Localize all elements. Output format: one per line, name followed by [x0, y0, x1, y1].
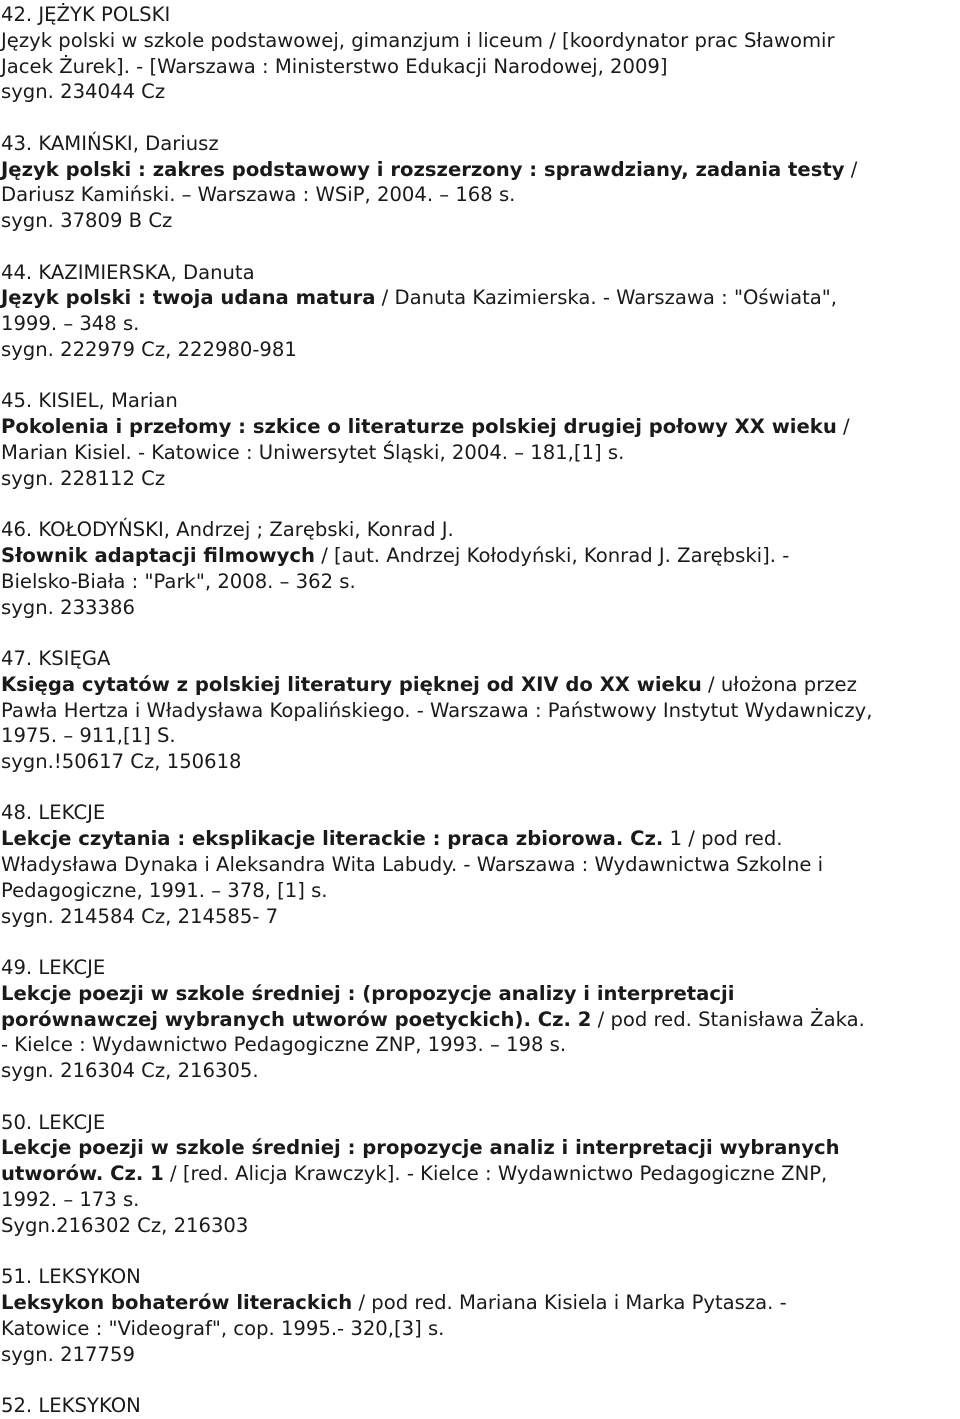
entry-text: Marian Kisiel. - Katowice : Uniwersytet Śląski, 2004. – 181,[1] s. — [1, 440, 625, 464]
bibliography-entry — [1, 800, 960, 929]
entry-line — [1, 1264, 960, 1290]
entry-line — [1, 1393, 960, 1419]
entry-line — [1, 131, 960, 157]
entry-text: Język polski w szkole podstawowej, gimanzjum i liceum / [koordynator prac Sławomir — [1, 28, 835, 52]
entry-line — [1, 569, 960, 595]
entry-title-text: Leksykon bohaterów literackich — [1, 1291, 353, 1315]
entry-text: sygn. 217759 — [1, 1342, 135, 1366]
bibliography-entry — [1, 388, 960, 491]
entry-text: 49. LEKCJE — [1, 956, 106, 980]
bibliography-entry — [1, 517, 960, 620]
entry-text: Bielsko-Biała : "Park", 2008. – 362 s. — [1, 569, 356, 593]
entry-line — [1, 285, 960, 311]
entry-text: 46. KOŁODYŃSKI, Andrzej ; Zarębski, Konrad J. — [1, 518, 454, 542]
entry-line — [1, 388, 960, 414]
bibliography-entry — [1, 1393, 960, 1419]
entry-line — [1, 672, 960, 698]
bibliography-entry — [1, 1110, 960, 1239]
entry-line — [1, 955, 960, 981]
bibliography-entry — [1, 955, 960, 1084]
entry-line — [1, 1316, 960, 1342]
bibliography-entry — [1, 131, 960, 234]
entry-line — [1, 1187, 960, 1213]
entry-title-text: Lekcje czytania : eksplikacje literackie : praca zbiorowa. Cz. — [1, 827, 664, 851]
entry-line — [1, 1110, 960, 1136]
entry-title-text: Język polski : zakres podstawowy i rozszerzony : sprawdziany, zadania testy — [1, 157, 845, 181]
entry-line — [1, 1213, 960, 1239]
entry-line — [1, 826, 960, 852]
entry-title-text: Lekcje poezji w szkole średniej : propozycje analiz i interpretacji wybranych — [1, 1136, 840, 1160]
entry-text: sygn. 216304 Cz, 216305. — [1, 1059, 259, 1083]
entry-text: sygn. 222979 Cz, 222980-981 — [1, 337, 297, 361]
entry-text: Dariusz Kamiński. – Warszawa : WSiP, 2004. – 168 s. — [1, 183, 516, 207]
entry-text: / — [844, 157, 858, 181]
entry-text: Sygn.216302 Cz, 216303 — [1, 1213, 249, 1237]
bibliography-entry — [1, 646, 960, 775]
entry-text: sygn. 233386 — [1, 595, 135, 619]
entry-line — [1, 1135, 960, 1161]
entry-line — [1, 260, 960, 286]
entry-title-text: Księga cytatów z polskiej literatury pięknej od XIV do XX wieku — [1, 672, 702, 696]
entry-title-text: Słownik adaptacji filmowych — [1, 543, 315, 567]
entry-text: sygn. 214584 Cz, 214585- 7 — [1, 904, 279, 928]
entry-title-text: Pokolenia i przełomy : szkice o literaturze polskiej drugiej połowy XX wieku — [1, 415, 837, 439]
entry-line — [1, 1342, 960, 1368]
entry-line — [1, 1290, 960, 1316]
entry-text: - Kielce : Wydawnictwo Pedagogiczne ZNP, 1993. – 198 s. — [1, 1033, 567, 1057]
entry-line — [1, 878, 960, 904]
entry-text: / ułożona przez — [701, 672, 857, 696]
bibliography-entry — [1, 1264, 960, 1367]
entry-line — [1, 311, 960, 337]
entry-line — [1, 157, 960, 183]
entry-text: / Danuta Kazimierska. - Warszawa : "Oświata", — [375, 286, 838, 310]
entry-title-text: utworów. Cz. 1 — [1, 1162, 164, 1186]
entry-line — [1, 981, 960, 1007]
entry-line — [1, 698, 960, 724]
entry-text: Jacek Żurek]. - [Warszawa : Ministerstwo Edukacji Narodowej, 2009] — [1, 54, 668, 78]
entry-text: sygn. 37809 B Cz — [1, 209, 173, 233]
entry-line — [1, 2, 960, 28]
entry-line — [1, 208, 960, 234]
entry-line — [1, 543, 960, 569]
entry-line — [1, 595, 960, 621]
entry-line — [1, 723, 960, 749]
entry-line — [1, 852, 960, 878]
entry-line — [1, 1058, 960, 1084]
entry-text: 47. KSIĘGA — [1, 646, 111, 670]
entry-line — [1, 517, 960, 543]
entry-line — [1, 1007, 960, 1033]
entry-line — [1, 337, 960, 363]
entry-line — [1, 440, 960, 466]
entry-line — [1, 646, 960, 672]
entry-line — [1, 182, 960, 208]
entry-text: Pedagogiczne, 1991. – 378, [1] s. — [1, 878, 328, 902]
entry-text: / pod red. Mariana Kisiela i Marka Pytasza. - — [352, 1291, 787, 1315]
entry-text: sygn. 234044 Cz — [1, 80, 166, 104]
entry-text: Katowice : "Videograf", cop. 1995.- 320,[3] s. — [1, 1316, 445, 1340]
entry-title-text: porównawczej wybranych utworów poetyckich). Cz. 2 — [1, 1007, 592, 1031]
entry-text: 50. LEKCJE — [1, 1110, 106, 1134]
entry-title-text: Lekcje poezji w szkole średniej : (propozycje analizy i interpretacji — [1, 981, 735, 1005]
entry-text: 45. KISIEL, Marian — [1, 389, 178, 413]
entry-text: Władysława Dynaka i Aleksandra Wita Labudy. - Warszawa : Wydawnictwa Szkolne i — [1, 853, 824, 877]
entry-text: 1992. – 173 s. — [1, 1188, 140, 1212]
entry-text: 52. LEKSYKON — [1, 1394, 141, 1417]
entry-text: 43. KAMIŃSKI, Dariusz — [1, 131, 219, 155]
bibliography-entry — [1, 2, 960, 105]
entry-text: 1 / pod red. — [663, 827, 783, 851]
entry-text: Pawła Hertza i Władysława Kopalińskiego. - Warszawa : Państwowy Instytut Wydawniczy, — [1, 698, 873, 722]
entry-line — [1, 414, 960, 440]
bibliography-entry — [1, 260, 960, 363]
entry-text: / pod red. Stanisława Żaka. — [591, 1007, 865, 1031]
entry-text: sygn.!50617 Cz, 150618 — [1, 750, 242, 774]
entry-line — [1, 466, 960, 492]
entry-text: 42. JĘŻYK POLSKI — [1, 3, 171, 26]
entry-line — [1, 800, 960, 826]
entry-line — [1, 1032, 960, 1058]
entry-text: 51. LEKSYKON — [1, 1265, 141, 1289]
entry-text: / — [836, 415, 850, 439]
entry-line — [1, 54, 960, 80]
entry-text: 44. KAZIMIERSKA, Danuta — [1, 260, 255, 284]
entry-text: / [red. Alicja Krawczyk]. - Kielce : Wydawnictwo Pedagogiczne ZNP, — [163, 1162, 828, 1186]
entry-text: sygn. 228112 Cz — [1, 466, 166, 490]
entry-line — [1, 1161, 960, 1187]
entry-text: 1975. – 911,[1] S. — [1, 724, 176, 748]
entry-title-text: Język polski : twoja udana matura — [1, 286, 376, 310]
entry-text: 48. LEKCJE — [1, 801, 106, 825]
entry-line — [1, 904, 960, 930]
entry-line — [1, 749, 960, 775]
entry-text: 1999. – 348 s. — [1, 312, 140, 336]
entry-line — [1, 28, 960, 54]
entry-text: / [aut. Andrzej Kołodyński, Konrad J. Zarębski]. - — [314, 543, 790, 567]
entry-line — [1, 79, 960, 105]
